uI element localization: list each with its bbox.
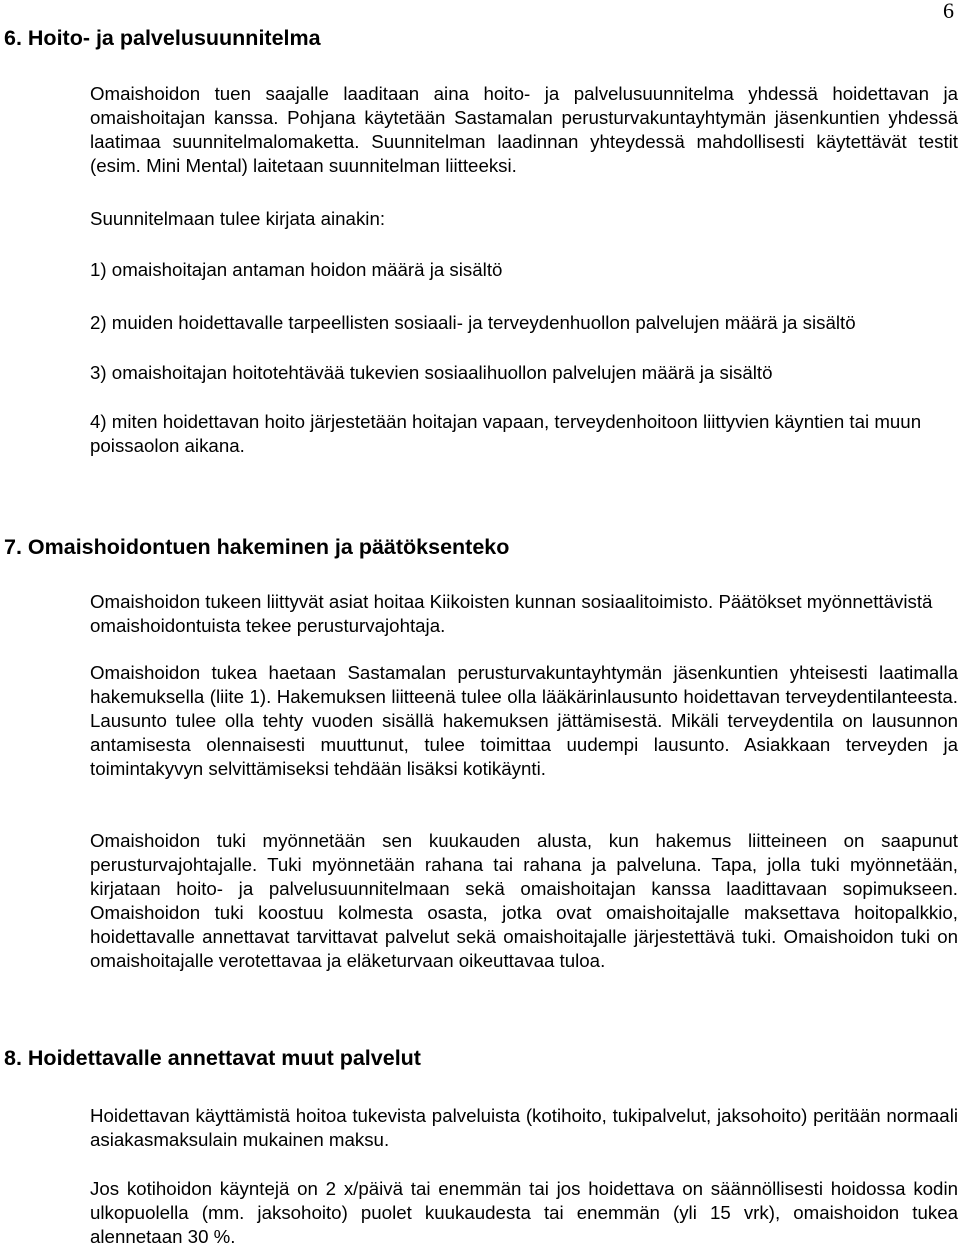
section-8-paragraph-2: Jos kotihoidon käyntejä on 2 x/päivä tai enemmän tai jos hoidettava on säännöllisesti hoidossa kodin ulkopuolella (mm. jaksohoito) puolet kuukaudesta tai enemmän (yli 15 vrk), omaishoidon tukea alennetaan 30 %.: [90, 1178, 958, 1247]
section-8-heading: 8. Hoidettavalle annettavat muut palvelut: [4, 1046, 421, 1070]
section-7-paragraph-2: Omaishoidon tukea haetaan Sastamalan perusturvakuntayhtymän jäsenkuntien yhteisesti laatimalla hakemuksella (liite 1). Hakemuksen liitteenä tulee olla lääkärinlausunto hoidettavan terveydentilanteesta. Lausunto tulee olla tehty vuoden sisällä hakemuksen jättämisestä. Mikäli terveydentila on lausunnon antamisesta olennaisesti muuttunut, tulee toimittaa uudempi lausunto. Asiakkaan terveyden ja toimintakyvyn selvittämiseksi tehdään lisäksi kotikäynti.: [90, 662, 958, 779]
list-item-3: 3) omaishoitajan hoitotehtävää tukevien sosiaalihuollon palvelujen määrä ja sisältö: [90, 362, 773, 383]
section-7-paragraph-1: Omaishoidon tukeen liittyvät asiat hoitaa Kiikoisten kunnan sosiaalitoimisto. Päätökset myönnettävistä omaishoidontuista tekee perusturvajohtaja.: [90, 591, 933, 636]
section-8-paragraph-1: Hoidettavan käyttämistä hoitoa tukevista palveluista (kotihoito, tukipalvelut, jaksohoito) peritään normaali asiakasmaksulain mukainen maksu.: [90, 1105, 958, 1150]
section-7-heading: 7. Omaishoidontuen hakeminen ja päätöksenteko: [4, 535, 510, 559]
list-item-4: 4) miten hoidettavan hoito järjestetään hoitajan vapaan, terveydenhoitoon liittyvien käyntien tai muun poissaolon aikana.: [90, 411, 922, 456]
section-7-paragraph-3: Omaishoidon tuki myönnetään sen kuukauden alusta, kun hakemus liitteineen on saapunut perusturvajohtajalle. Tuki myönnetään rahana tai rahana ja palveluna. Tapa, jolla tuki myönnetään, kirjataan hoito- ja palvelusuunnitelmaan sekä omaishoitajan kanssa laadittavaan sopimukseen. Omaishoidon tuki koostuu kolmesta osasta, jotka ovat omaishoitajalle maksettava hoitopalkkio, hoidettavalle annettavat tarvittavat palvelut sekä omaishoitajalle järjestettävä tuki. Omaishoidon tuki on omaishoitajalle verotettavaa ja eläketurvaan oikeuttavaa tuloa.: [90, 830, 958, 971]
page-number: 6: [943, 0, 954, 23]
section-6-heading: 6. Hoito- ja palvelusuunnitelma: [4, 26, 321, 50]
list-item-2: 2) muiden hoidettavalle tarpeellisten sosiaali- ja terveydenhuollon palvelujen määrä ja sisältö: [90, 312, 856, 333]
list-intro: Suunnitelmaan tulee kirjata ainakin:: [90, 208, 386, 229]
list-item-1: 1) omaishoitajan antaman hoidon määrä ja sisältö: [90, 259, 503, 280]
section-6-intro-paragraph: Omaishoidon tuen saajalle laaditaan aina hoito- ja palvelusuunnitelma yhdessä hoidettavan ja omaishoitajan kanssa. Pohjana käytetään Sastamalan perusturvakuntayhtymän jäsenkuntien yhdessä laatimaa suunnitelmalomaketta. Suunnitelman laadinnan yhteydessä mahdollisesti käytettävät testit (esim. Mini Mental) laitetaan suunnitelman liitteeksi.: [90, 83, 958, 176]
